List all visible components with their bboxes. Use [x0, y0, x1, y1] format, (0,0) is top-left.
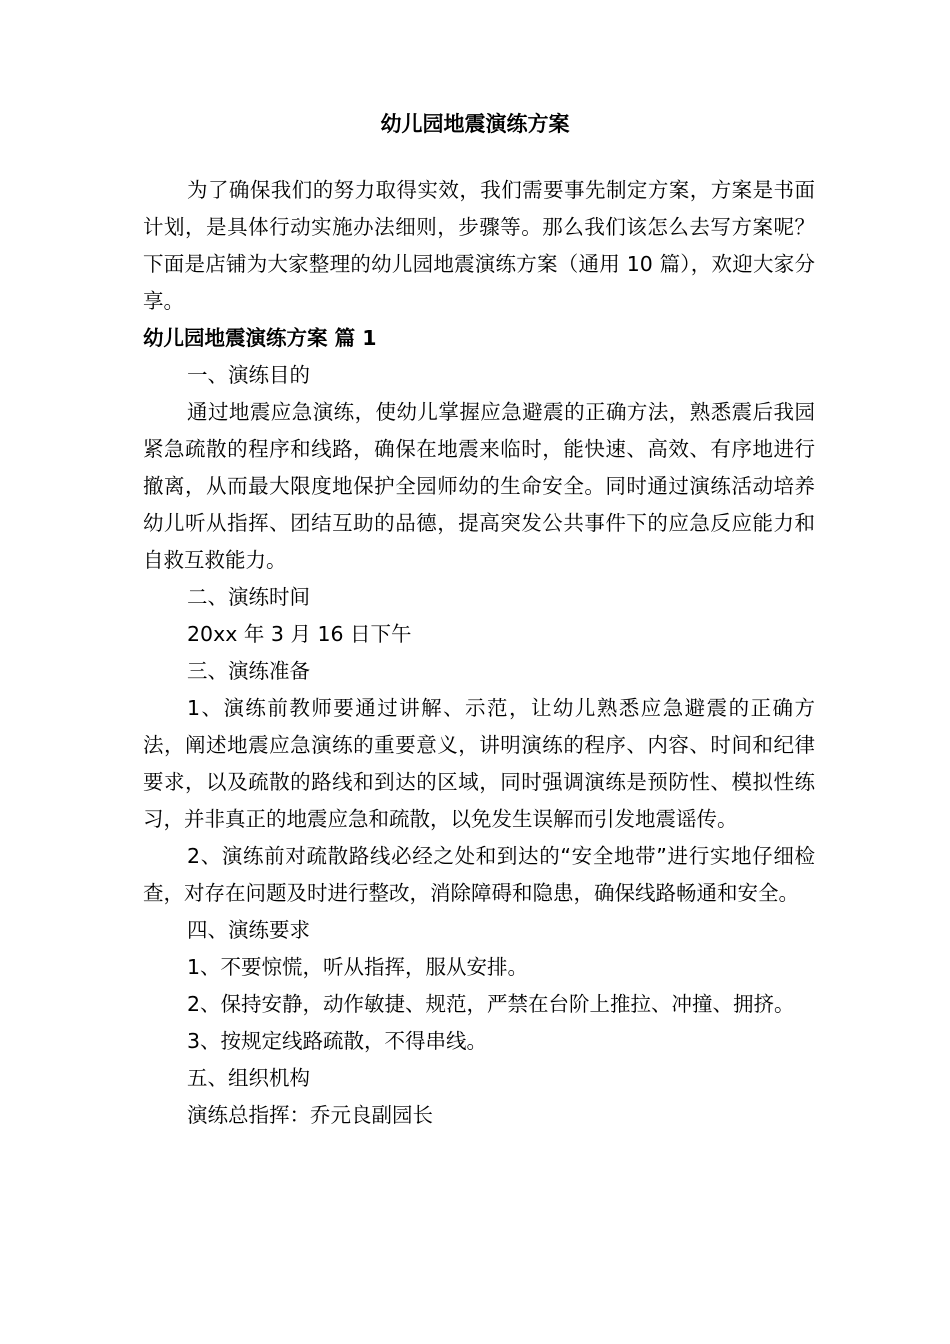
purpose-heading: 一、演练目的: [187, 363, 310, 387]
document-body: [143, 172, 815, 1134]
document-title: 幼儿园地震演练方案: [380, 112, 570, 136]
preparation-item-1: 1、演练前教师要通过讲解、示范，让幼儿熟悉应急避震的正确方法，阐述地震应急演练的重要意义，讲明演练的程序、内容、时间和纪律要求，以及疏散的路线和到达的区域，同时强调演练是预防性、模拟性练习，并非真正的地震应急和疏散，以免发生误解而引发地震谣传。: [143, 696, 815, 831]
preparation-heading: 三、演练准备: [187, 659, 310, 683]
requirements-item-2: 2、保持安静，动作敏捷、规范，严禁在台阶上推拉、冲撞、拥挤。: [187, 992, 795, 1016]
organization-heading: 五、组织机构: [187, 1066, 310, 1090]
time-paragraph: 20xx 年 3 月 16 日下午: [187, 622, 412, 646]
requirements-item-1: 1、不要惊慌，听从指挥，服从安排。: [187, 955, 529, 979]
section-heading: 幼儿园地震演练方案 篇 1: [143, 326, 377, 350]
intro-paragraph: 为了确保我们的努力取得实效，我们需要事先制定方案，方案是书面计划，是具体行动实施办法细则，步骤等。那么我们该怎么去写方案呢？下面是店铺为大家整理的幼儿园地震演练方案（通用 10 篇），欢迎大家分享。: [143, 178, 815, 313]
time-heading: 二、演练时间: [187, 585, 310, 609]
preparation-item-2: 2、演练前对疏散路线必经之处和到达的“安全地带”进行实地仔细检查，对存在问题及时进行整改，消除障碍和隐患，确保线路畅通和安全。: [143, 844, 815, 905]
requirements-heading: 四、演练要求: [187, 918, 310, 942]
purpose-paragraph: 通过地震应急演练，使幼儿掌握应急避震的正确方法，熟悉震后我园紧急疏散的程序和线路，确保在地震来临时，能快速、高效、有序地进行撤离，从而最大限度地保护全园师幼的生命安全。同时通过演练活动培养幼儿听从指挥、团结互助的品德，提高突发公共事件下的应急反应能力和自救互救能力。: [143, 400, 815, 572]
organization-item-1: 演练总指挥：乔元良副园长: [187, 1103, 433, 1127]
requirements-item-3: 3、按规定线路疏散，不得串线。: [187, 1029, 488, 1053]
